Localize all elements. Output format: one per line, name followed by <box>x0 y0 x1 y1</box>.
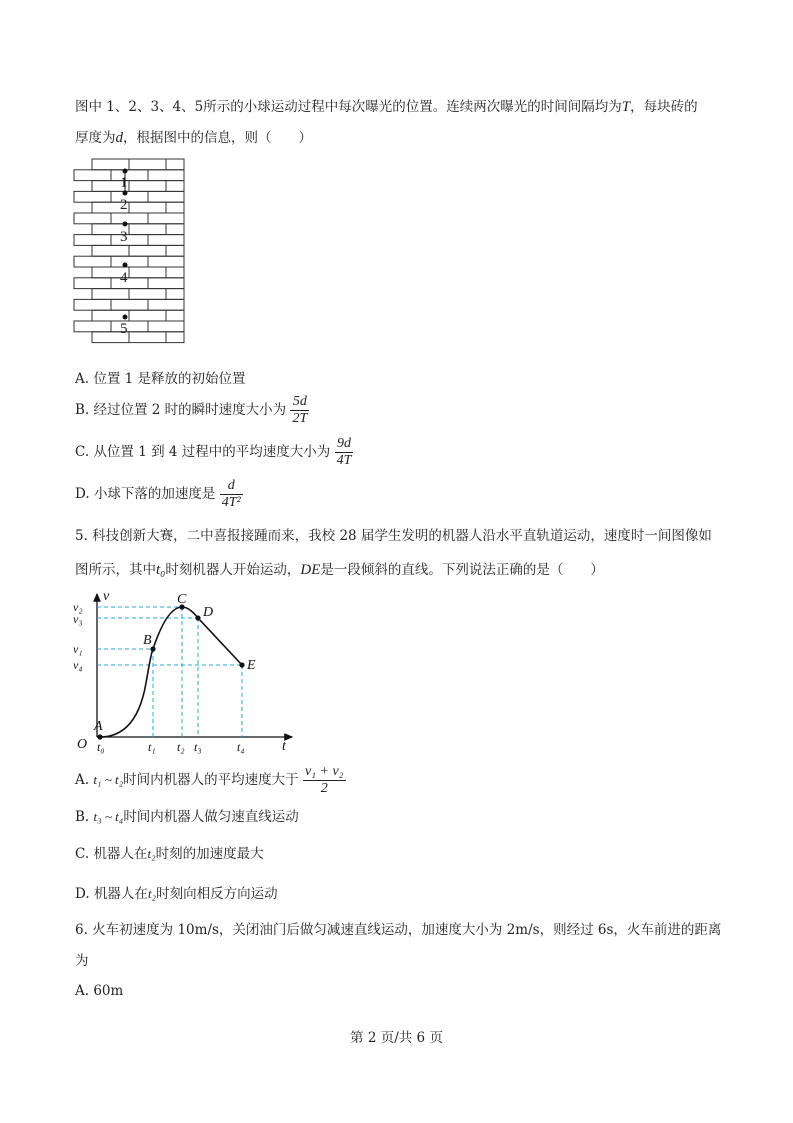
q5-text-line1: 5. 科技创新大赛，二中喜报接踵而来，我校 28 届学生发明的机器人沿水平直轨道运动，速度时一间图像如 <box>75 528 712 544</box>
brick-row <box>92 224 184 235</box>
ball-4 <box>123 263 128 268</box>
point-e <box>239 662 244 667</box>
ball-label-3: 3 <box>120 229 128 245</box>
ball-label-4: 4 <box>120 270 128 286</box>
q4-option-b[interactable]: B. 经过位置 2 时的瞬时速度大小为 $\frac{5d}{2T}$ <box>75 394 308 426</box>
v-tick-v1: v₁ <box>73 642 83 656</box>
ball-5 <box>123 315 128 320</box>
t-tick-t1: t₁ <box>148 740 156 754</box>
q6-text-line1: 6. 火车初速度为 10m/s，关闭油门后做匀减速直线运动，加速度大小为 2m/s，则经过 6s，火车前进的距离 <box>75 922 722 938</box>
point-label-c: C <box>177 592 187 607</box>
fraction: $\frac{\text{v₁ + v₂}}{2}$ <box>304 764 344 796</box>
v-tick-v3: v₃ <box>73 612 83 626</box>
fraction: $\frac{9d}{4T}$ <box>336 436 352 468</box>
q4-option-a[interactable]: A. 位置 1 是释放的初始位置 <box>75 371 246 387</box>
brick-row <box>74 213 184 224</box>
velocity-time-graph <box>70 588 300 758</box>
point-a <box>97 734 102 739</box>
brick-row <box>92 159 184 170</box>
v-tick-v2: v₂ <box>73 600 83 614</box>
t-tick-t0: t₀ <box>97 740 105 754</box>
brick-row <box>92 332 184 343</box>
curve-points <box>97 604 244 739</box>
t-tick-t4: t₄ <box>237 740 245 754</box>
point-label-b: B <box>143 633 152 648</box>
origin-label: O <box>77 737 88 752</box>
guide-lines <box>97 607 242 737</box>
brick-row <box>74 170 184 181</box>
q5-option-d[interactable]: D. 机器人在t₂时刻向相反方向运动 <box>75 886 278 902</box>
point-label-d: D <box>203 605 214 620</box>
q5-option-a[interactable]: A. t₁ ~ t₂时间内机器人的平均速度大于 $\frac{\text{v₁ + v₂}}{2}$ <box>75 764 344 796</box>
q4-option-d[interactable]: D. 小球下落的加速度是 $\frac{d}{\text{4T²}}$ <box>75 478 241 510</box>
brick-row <box>74 191 184 202</box>
q4-option-c[interactable]: C. 从位置 1 到 4 过程中的平均速度大小为 $\frac{9d}{4T}$ <box>75 436 352 468</box>
v-axis-label: v <box>103 589 110 604</box>
v-tick-v4: v₄ <box>73 658 83 672</box>
brick-wall-figure <box>70 155 190 355</box>
q6-option-a[interactable]: A. 60m <box>75 983 124 999</box>
q6-text-line2: 为 <box>75 953 89 969</box>
t-axis-label: t <box>282 739 286 754</box>
brick-row <box>74 256 184 267</box>
page-number-footer: 第 2 页/共 6 页 <box>350 1030 443 1046</box>
brick-row <box>92 245 184 256</box>
brick-row <box>74 235 184 246</box>
brick-row <box>92 267 184 278</box>
q4-text-line1: 图中 1、2、3、4、5所示的小球运动过程中每次曝光的位置。连续两次曝光的时间间隔均为T，每块砖的 <box>75 99 698 115</box>
t-tick-t3: t₃ <box>194 740 202 754</box>
brick-row <box>74 321 184 332</box>
ball-3 <box>123 222 128 227</box>
brick-row <box>74 299 184 310</box>
velocity-curve <box>100 607 242 737</box>
q5-option-c[interactable]: C. 机器人在t₂时刻的加速度最大 <box>75 846 264 862</box>
t-tick-t2: t₂ <box>177 740 185 754</box>
brick-row <box>92 202 184 213</box>
fraction: $\frac{5d}{2T}$ <box>292 394 308 426</box>
ball-label-5: 5 <box>120 321 128 337</box>
q5-text-line2: 图所示，其中t₀时刻机器人开始运动，DE是一段倾斜的直线。下列说法正确的是（ ） <box>75 562 604 578</box>
brick-row <box>74 278 184 289</box>
q5-option-b[interactable]: B. t₃ ~ t₄时间内机器人做匀速直线运动 <box>75 809 299 825</box>
ball-label-2: 2 <box>120 197 128 213</box>
ball-label-1: 1 <box>120 175 128 191</box>
brick-row <box>92 289 184 300</box>
brick-row <box>92 310 184 321</box>
point-label-e: E <box>247 658 256 673</box>
fraction: $\frac{d}{\text{4T²}}$ <box>221 478 241 510</box>
point-label-a: A <box>94 719 103 734</box>
point-d <box>195 615 200 620</box>
brick-rows <box>74 159 184 343</box>
brick-row <box>92 181 184 192</box>
q4-text-line2: 厚度为d，根据图中的信息，则（ ） <box>75 130 312 146</box>
